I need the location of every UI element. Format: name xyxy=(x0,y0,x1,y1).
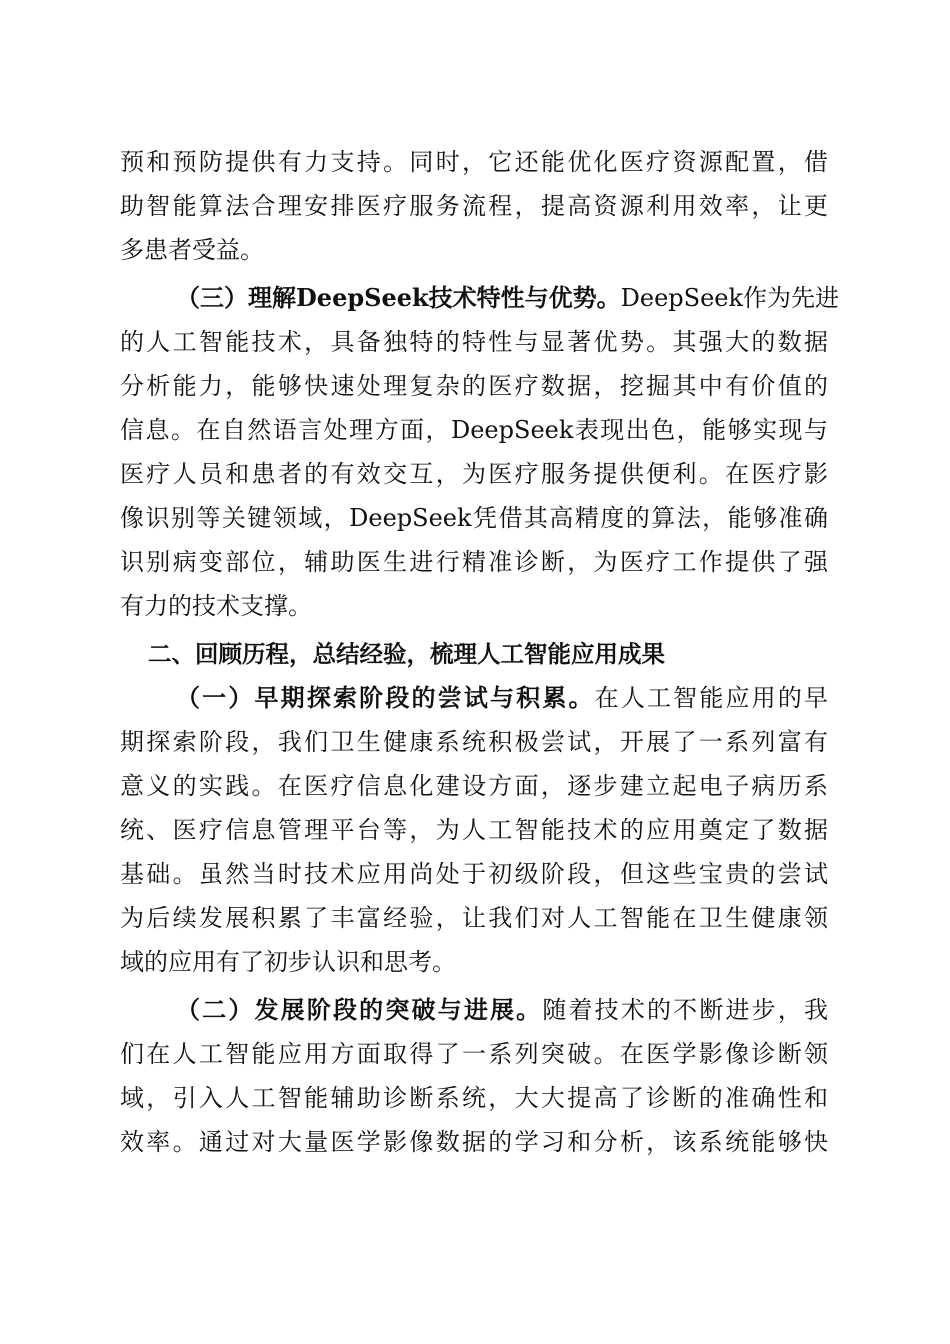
text-line: 意义的实践。在医疗信息化建设方面，逐步建立起电子病历系 xyxy=(120,772,828,800)
text-line: 为后续发展积累了丰富经验，让我们对人工智能在卫生健康领 xyxy=(120,904,828,932)
text-line: 域的应用有了初步认识和思考。 xyxy=(120,948,456,976)
text-span: 在人工智能应用的早 xyxy=(594,684,829,712)
subsection-line xyxy=(176,281,840,315)
text-line: 多患者受益。 xyxy=(120,236,264,264)
text-line: 统、医疗信息管理平台等，为人工智能技术的应用奠定了数据 xyxy=(120,816,828,844)
text-line: 期探索阶段，我们卫生健康系统积极尝试，开展了一系列富有 xyxy=(120,728,828,756)
section-heading: 二、回顾历程，总结经验，梳理人工智能应用成果 xyxy=(148,640,665,668)
text-line: 效率。通过对大量医学影像数据的学习和分析，该系统能够快 xyxy=(120,1128,828,1156)
text-line: 分析能力，能够快速处理复杂的医疗数据，挖掘其中有价值的 xyxy=(120,372,828,400)
text-span: 随着技术的不断进步，我 xyxy=(542,996,829,1024)
text-line: 医疗人员和患者的有效交互，为医疗服务提供便利。在医疗影 xyxy=(120,460,828,488)
text-line: 识别病变部位，辅助医生进行精准诊断，为医疗工作提供了强 xyxy=(120,548,828,576)
text-line: 域，引入人工智能辅助诊断系统，大大提高了诊断的准确性和 xyxy=(120,1084,828,1112)
subsection-line xyxy=(176,993,828,1027)
subsection-title: （一）早期探索阶段的尝试与积累。 xyxy=(176,683,595,712)
text-line: 有力的技术支撑。 xyxy=(120,592,312,620)
text-span: DeepSeek作为先进 xyxy=(620,284,840,312)
subsection-title: （二）发展阶段的突破与进展。 xyxy=(176,995,543,1024)
text-line: 预和预防提供有力支持。同时，它还能优化医疗资源配置，借 xyxy=(120,148,828,176)
text-line: 们在人工智能应用方面取得了一系列突破。在医学影像诊断领 xyxy=(120,1040,828,1068)
subsection-line xyxy=(176,681,828,715)
subsection-title: （三）理解DeepSeek技术特性与优势。 xyxy=(176,283,621,312)
text-line: 的人工智能技术，具备独特的特性与显著优势。其强大的数据 xyxy=(120,328,828,356)
text-line: 信息。在自然语言处理方面，DeepSeek表现出色，能够实现与 xyxy=(120,416,828,444)
text-line: 基础。虽然当时技术应用尚处于初级阶段，但这些宝贵的尝试 xyxy=(120,860,828,888)
text-line: 助智能算法合理安排医疗服务流程，提高资源利用效率，让更 xyxy=(120,192,828,220)
text-line: 像识别等关键领域，DeepSeek凭借其高精度的算法，能够准确 xyxy=(120,504,828,532)
